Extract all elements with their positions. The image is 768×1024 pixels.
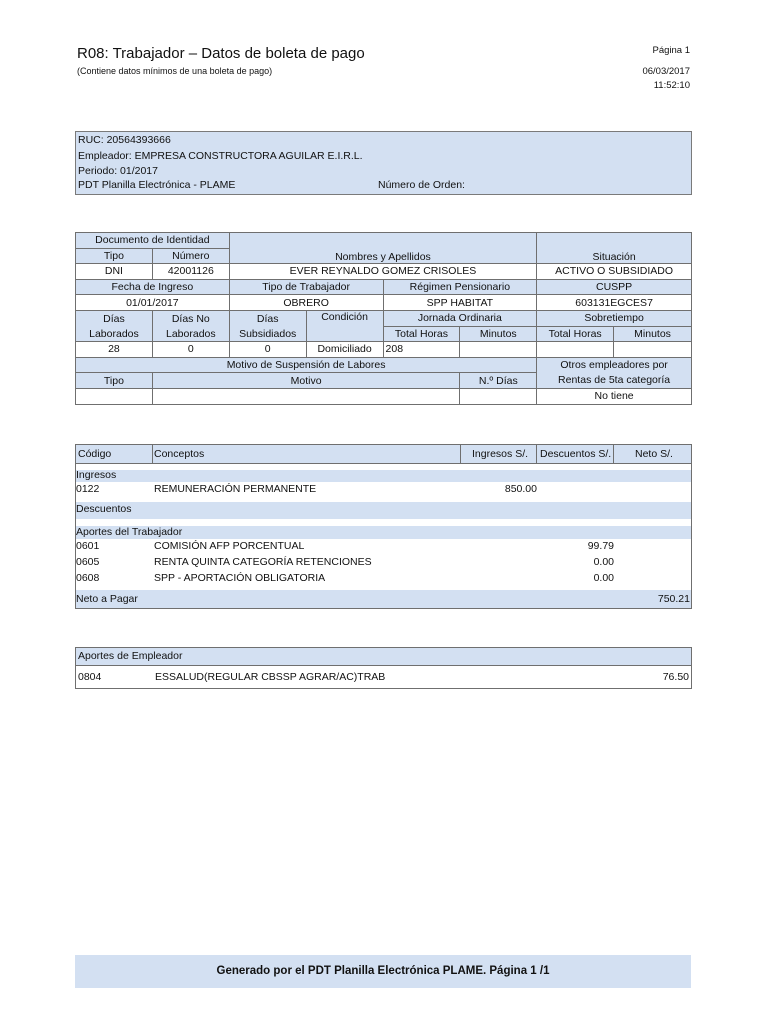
suspension-dias-header: N.º Días	[460, 373, 537, 389]
ingresos-header: Ingresos S/.	[472, 448, 529, 460]
section-ingresos-label: Ingresos	[76, 469, 117, 481]
concept-descuento: 99.79	[587, 540, 614, 552]
dias-subsidiados: 0	[229, 342, 306, 358]
condicion-header: Condición	[306, 310, 383, 341]
tipo-trabajador: OBRERO	[229, 295, 383, 311]
total-horas-header: Total Horas	[383, 326, 460, 342]
suspension-motivo-header: Motivo	[152, 373, 460, 389]
dias-laborados-header-1: Días	[76, 310, 153, 326]
sobretiempo-total-horas	[537, 342, 614, 358]
suspension-motivo	[152, 388, 460, 404]
contribution-code: 0804	[78, 671, 102, 683]
regimen: SPP HABITAT	[383, 295, 537, 311]
section-descuentos-label: Descuentos	[76, 503, 132, 515]
concept-code: 0601	[76, 540, 100, 552]
concept-row	[76, 571, 691, 586]
neto-label: Neto a Pagar	[76, 593, 138, 605]
cuspp: 603131EGCES7	[537, 295, 692, 311]
dias-no-laborados-header-1: Días No	[152, 310, 229, 326]
doc-identidad-header: Documento de Identidad	[76, 233, 230, 249]
otros-empleadores-header-1: Otros empleadores por	[537, 357, 692, 373]
page-number: Página 1	[652, 45, 690, 56]
suspension-tipo	[76, 388, 153, 404]
concept-row	[76, 482, 691, 497]
report-title: R08: Trabajador – Datos de boleta de pago	[77, 45, 365, 62]
col-divider	[536, 445, 537, 463]
fecha-ingreso: 01/01/2017	[76, 295, 230, 311]
tipo-header: Tipo	[76, 248, 153, 264]
neto-header: Neto S/.	[635, 448, 673, 460]
spacer	[76, 519, 691, 526]
employer-name: Empleador: EMPRESA CONSTRUCTORA AGUILAR E.I.R.L.	[78, 150, 363, 162]
neto-row	[76, 590, 691, 608]
nombres-header: Nombres y Apellidos	[229, 233, 536, 264]
report-subtitle: (Contiene datos mínimos de una boleta de pago)	[77, 66, 273, 76]
condicion: Domiciliado	[306, 342, 383, 358]
numero-header: Número	[152, 248, 229, 264]
doc-tipo: DNI	[76, 264, 153, 280]
worker-table	[75, 232, 692, 405]
report-time: 11:52:10	[653, 80, 690, 91]
situacion-header: Situación	[537, 233, 692, 264]
col-divider	[613, 445, 614, 463]
pdt-label: PDT Planilla Electrónica - PLAME	[78, 179, 236, 191]
dias-no-laborados: 0	[152, 342, 229, 358]
report-date: 06/03/2017	[642, 66, 690, 77]
dias-subsidiados-header-1: Días	[229, 310, 306, 326]
dias-laborados-header-2: Laborados	[76, 326, 153, 342]
regimen-header: Régimen Pensionario	[383, 279, 537, 295]
fecha-ingreso-header: Fecha de Ingreso	[76, 279, 230, 295]
conceptos-header: Conceptos	[154, 448, 205, 460]
employer-contributions-table	[75, 647, 692, 689]
suspension-dias	[460, 388, 537, 404]
section-aportes-trabajador	[76, 526, 691, 539]
concept-name: REMUNERACIÓN PERMANENTE	[154, 483, 317, 495]
concept-code: 0122	[76, 483, 100, 495]
concept-descuento: 0.00	[593, 572, 614, 584]
dias-laborados: 28	[76, 342, 153, 358]
suspension-tipo-header: Tipo	[76, 373, 153, 389]
codigo-header: Código	[78, 448, 112, 460]
concept-code: 0608	[76, 572, 100, 584]
section-aportes-trabajador-label: Aportes del Trabajador	[76, 526, 183, 538]
concept-ingreso: 850.00	[504, 483, 537, 495]
sobretiempo-total-horas-header: Total Horas	[537, 326, 614, 342]
employer-contributions-header	[76, 648, 691, 666]
dias-subsidiados-header-2: Subsidiados	[229, 326, 306, 342]
section-ingresos	[76, 470, 691, 482]
contribution-name: ESSALUD(REGULAR CBSSP AGRAR/AC)TRAB	[155, 671, 386, 683]
otros-empleadores: No tiene	[537, 388, 692, 404]
minutos	[460, 342, 537, 358]
employer-info-box	[75, 131, 692, 195]
minutos-header: Minutos	[460, 326, 537, 342]
concept-name: SPP - APORTACIÓN OBLIGATORIA	[154, 572, 326, 584]
employer-contributions-title: Aportes de Empleador	[78, 650, 183, 662]
contribution-value: 76.50	[662, 671, 689, 683]
worker-name: EVER REYNALDO GOMEZ CRISOLES	[229, 264, 536, 280]
col-divider	[152, 445, 153, 463]
col-divider	[460, 445, 461, 463]
section-descuentos	[76, 502, 691, 519]
sobretiempo-header: Sobretiempo	[537, 310, 692, 326]
total-horas: 208	[383, 342, 460, 358]
doc-numero: 42001126	[152, 264, 229, 280]
concept-name: COMISIÓN AFP PORCENTUAL	[154, 540, 305, 552]
contribution-row	[76, 670, 691, 685]
otros-empleadores-header-2: Rentas de 5ta categoría	[537, 373, 692, 389]
concept-descuento: 0.00	[593, 556, 614, 568]
order-number-label: Número de Orden:	[378, 179, 465, 191]
concepts-header-row	[76, 445, 691, 464]
neto-value: 750.21	[657, 593, 690, 605]
concept-code: 0605	[76, 556, 100, 568]
jornada-header: Jornada Ordinaria	[383, 310, 537, 326]
concept-row	[76, 539, 691, 554]
descuentos-header: Descuentos S/.	[540, 448, 612, 460]
footer-banner: Generado por el PDT Planilla Electrónica PLAME. Página 1 /1	[75, 955, 691, 988]
sobretiempo-minutos-header: Minutos	[614, 326, 692, 342]
situacion: ACTIVO O SUBSIDIADO	[537, 264, 692, 280]
dias-no-laborados-header-2: Laborados	[152, 326, 229, 342]
sobretiempo-minutos	[614, 342, 692, 358]
concept-row	[76, 555, 691, 570]
tipo-trabajador-header: Tipo de Trabajador	[229, 279, 383, 295]
concepts-table	[75, 444, 692, 609]
cuspp-header: CUSPP	[537, 279, 692, 295]
concept-name: RENTA QUINTA CATEGORÍA RETENCIONES	[154, 556, 372, 568]
period: Periodo: 01/2017	[78, 165, 158, 177]
motivo-suspension-header: Motivo de Suspensión de Labores	[76, 357, 537, 373]
ruc: RUC: 20564393666	[78, 134, 171, 146]
